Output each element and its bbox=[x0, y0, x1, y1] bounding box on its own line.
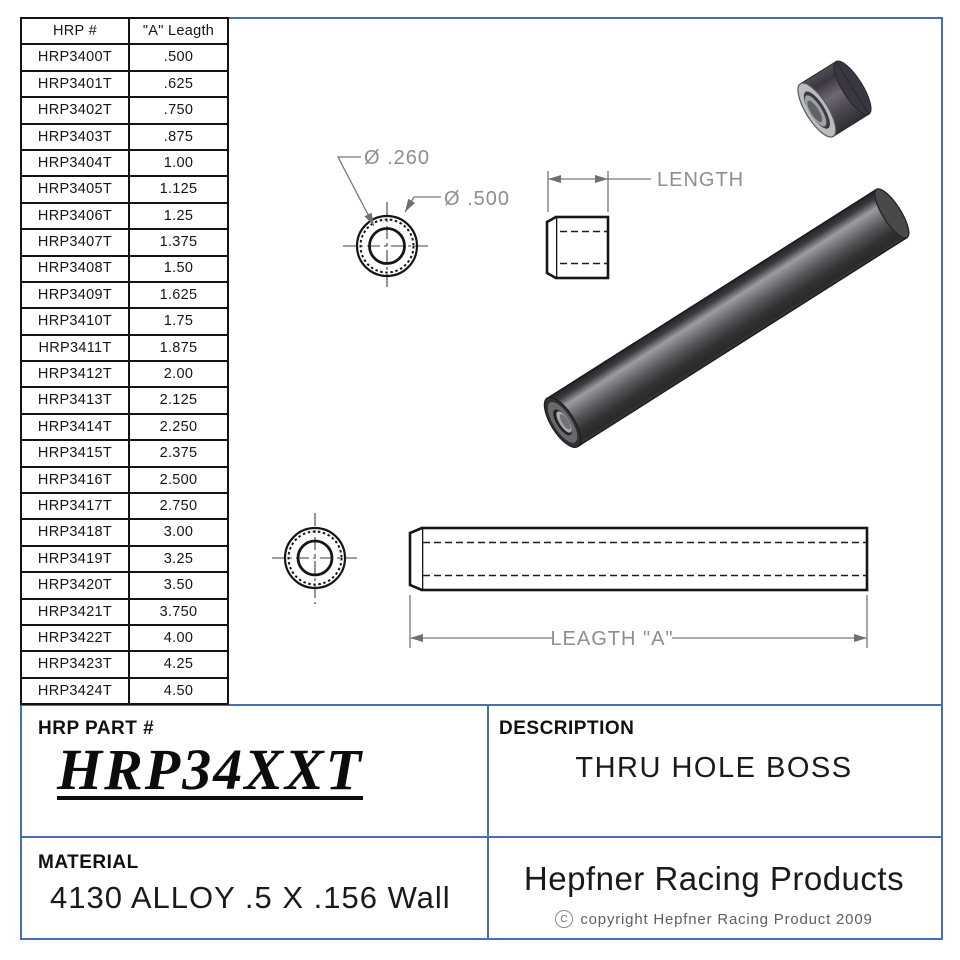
table-cell-length: .625 bbox=[129, 71, 228, 97]
table-cell-length: 1.625 bbox=[129, 282, 228, 308]
table-cell-part-number: HRP3411T bbox=[21, 335, 129, 361]
table-row bbox=[21, 440, 228, 466]
table-row bbox=[21, 519, 228, 545]
table-row bbox=[21, 493, 228, 519]
table-cell-part-number: HRP3405T bbox=[21, 176, 129, 202]
table-row bbox=[21, 203, 228, 229]
table-row bbox=[21, 361, 228, 387]
table-cell-part-number: HRP3423T bbox=[21, 651, 129, 677]
table-cell-length: 4.25 bbox=[129, 651, 228, 677]
table-row bbox=[21, 387, 228, 413]
table-cell-length: 1.125 bbox=[129, 176, 228, 202]
table-cell-length: 3.50 bbox=[129, 572, 228, 598]
col-header-length: "A" Leagth bbox=[129, 18, 228, 44]
side-view-long bbox=[410, 528, 867, 650]
material-label: MATERIAL bbox=[38, 852, 139, 873]
table-cell-length: .875 bbox=[129, 124, 228, 150]
table-cell-part-number: HRP3408T bbox=[21, 256, 129, 282]
table-row bbox=[21, 599, 228, 625]
copyright-text: copyright Hepfner Racing Product 2009 bbox=[580, 910, 873, 928]
table-cell-part-number: HRP3403T bbox=[21, 124, 129, 150]
table-cell-length: 1.875 bbox=[129, 335, 228, 361]
table-cell-length: 2.125 bbox=[129, 387, 228, 413]
table-cell-part-number: HRP3417T bbox=[21, 493, 129, 519]
table-cell-part-number: HRP3402T bbox=[21, 97, 129, 123]
description-label: DESCRIPTION bbox=[499, 718, 635, 739]
table-cell-length: 2.375 bbox=[129, 440, 228, 466]
table-row bbox=[21, 467, 228, 493]
table-cell-part-number: HRP3421T bbox=[21, 599, 129, 625]
part-number: HRP34XXT bbox=[57, 737, 364, 802]
dim-label-length-a: LEAGTH "A" bbox=[550, 628, 674, 650]
copyright-icon: C bbox=[555, 910, 573, 928]
table-cell-part-number: HRP3420T bbox=[21, 572, 129, 598]
table-cell-length: 2.750 bbox=[129, 493, 228, 519]
front-view-top bbox=[338, 147, 510, 290]
table-cell-part-number: HRP3424T bbox=[21, 678, 129, 704]
table-cell-part-number: HRP3409T bbox=[21, 282, 129, 308]
table-row bbox=[21, 71, 228, 97]
table-row bbox=[21, 678, 228, 704]
table-row bbox=[21, 44, 228, 70]
table-header-row bbox=[21, 18, 228, 44]
dim-label-inner-dia: Ø .260 bbox=[364, 147, 431, 169]
table-row bbox=[21, 572, 228, 598]
table-cell-length: 3.750 bbox=[129, 599, 228, 625]
table-cell-part-number: HRP3412T bbox=[21, 361, 129, 387]
table-cell-part-number: HRP3418T bbox=[21, 519, 129, 545]
table-row bbox=[21, 176, 228, 202]
table-cell-length: 3.25 bbox=[129, 546, 228, 572]
table-cell-part-number: HRP3422T bbox=[21, 625, 129, 651]
chamfer-edge bbox=[547, 217, 556, 278]
table-cell-length: 2.00 bbox=[129, 361, 228, 387]
table-cell-part-number: HRP3419T bbox=[21, 546, 129, 572]
table-cell-length: 4.50 bbox=[129, 678, 228, 704]
part-label: HRP PART # bbox=[38, 718, 155, 739]
table-cell-part-number: HRP3410T bbox=[21, 308, 129, 334]
chamfer-edge bbox=[410, 528, 422, 590]
table-cell-length: 1.00 bbox=[129, 150, 228, 176]
dim-label-length: LENGTH bbox=[657, 169, 745, 191]
dim-label-outer-dia: Ø .500 bbox=[444, 188, 511, 210]
table-row bbox=[21, 97, 228, 123]
table-cell-length: 2.500 bbox=[129, 467, 228, 493]
table-row bbox=[21, 414, 228, 440]
leader-outer-dia bbox=[405, 197, 441, 212]
table-cell-length: .500 bbox=[129, 44, 228, 70]
table-row bbox=[21, 229, 228, 255]
table-cell-part-number: HRP3414T bbox=[21, 414, 129, 440]
table-cell-length: 3.00 bbox=[129, 519, 228, 545]
table-row bbox=[21, 256, 228, 282]
table-row bbox=[21, 651, 228, 677]
table-cell-part-number: HRP3413T bbox=[21, 387, 129, 413]
table-cell-part-number: HRP3400T bbox=[21, 44, 129, 70]
table-row bbox=[21, 150, 228, 176]
table-cell-length: 1.375 bbox=[129, 229, 228, 255]
table-cell-length: 1.75 bbox=[129, 308, 228, 334]
table-cell-part-number: HRP3415T bbox=[21, 440, 129, 466]
side-view-small bbox=[547, 169, 744, 278]
table-row bbox=[21, 335, 228, 361]
table-row bbox=[21, 282, 228, 308]
table-row bbox=[21, 308, 228, 334]
col-header-hrp: HRP # bbox=[21, 18, 129, 44]
table-row bbox=[21, 124, 228, 150]
table-cell-length: 2.250 bbox=[129, 414, 228, 440]
boss-3d-render bbox=[791, 56, 877, 142]
table-cell-length: .750 bbox=[129, 97, 228, 123]
table-cell-part-number: HRP3404T bbox=[21, 150, 129, 176]
table-cell-part-number: HRP3401T bbox=[21, 71, 129, 97]
front-view-bottom bbox=[272, 513, 358, 604]
table-cell-part-number: HRP3416T bbox=[21, 467, 129, 493]
table-cell-part-number: HRP3407T bbox=[21, 229, 129, 255]
table-cell-length: 4.00 bbox=[129, 625, 228, 651]
table-cell-length: 1.25 bbox=[129, 203, 228, 229]
material-value: 4130 ALLOY .5 X .156 Wall bbox=[50, 880, 451, 915]
copyright-line bbox=[489, 910, 939, 928]
table-row bbox=[21, 625, 228, 651]
table-cell-part-number: HRP3406T bbox=[21, 203, 129, 229]
table-cell-length: 1.50 bbox=[129, 256, 228, 282]
table-row bbox=[21, 546, 228, 572]
description-value: THRU HOLE BOSS bbox=[575, 752, 853, 784]
parts-table bbox=[20, 17, 229, 705]
company-name: Hepfner Racing Products bbox=[523, 860, 905, 897]
